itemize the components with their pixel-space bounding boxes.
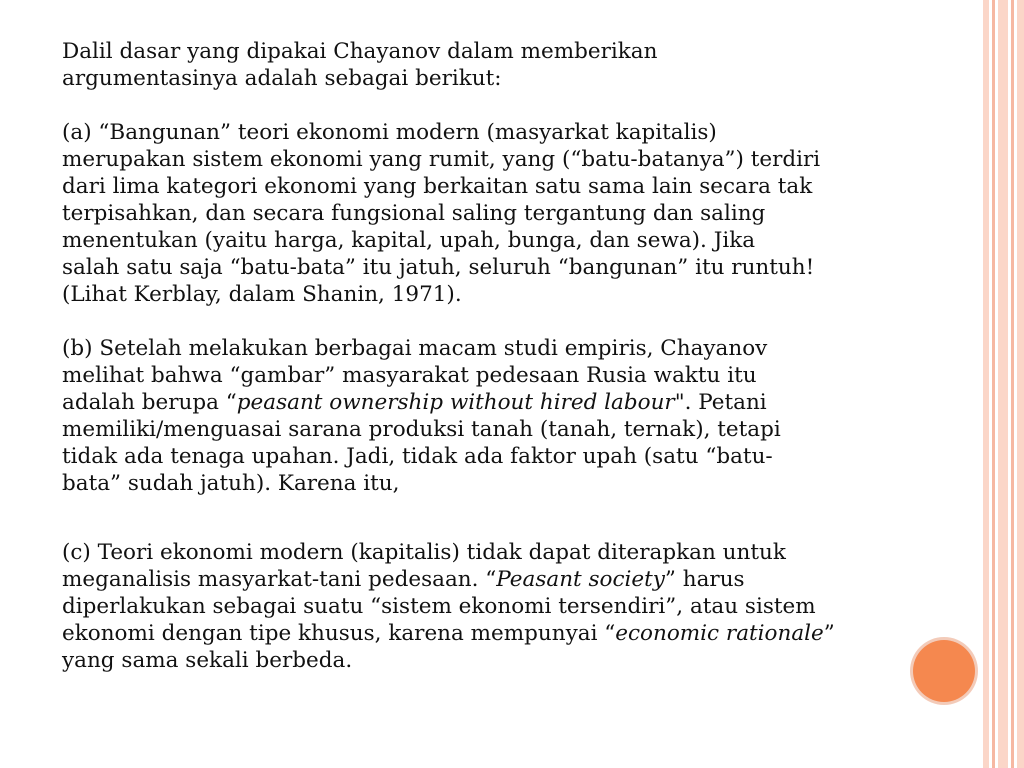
decor-stripe (992, 0, 995, 768)
paragraph-c (62, 539, 982, 674)
italic-term: economic rationale (615, 621, 824, 646)
decor-stripe (983, 0, 989, 768)
text-run: adalah berupa “ (62, 390, 237, 415)
text-line: argumentasinya adalah sebagai berikut: (62, 66, 502, 91)
paragraph-intro (62, 38, 982, 92)
text-line: menentukan (yaitu harga, kapital, upah, bunga, dan sewa). Jika (62, 228, 756, 253)
text-line: tidak ada tenaga upahan. Jadi, tidak ada faktor upah (satu “batu- (62, 444, 773, 469)
text-line: bata” sudah jatuh). Karena itu, (62, 471, 400, 496)
italic-term: Peasant society (496, 567, 665, 592)
text-line: Dalil dasar yang dipakai Chayanov dalam memberikan (62, 39, 658, 64)
paragraph-a (62, 119, 982, 308)
text-run: ekonomi dengan tipe khusus, karena mempunyai “ (62, 621, 616, 646)
text-line: merupakan sistem ekonomi yang rumit, yang (“batu-batanya”) terdiri (62, 147, 821, 172)
text-run: meganalisis masyarkat-tani pedesaan. “ (62, 567, 497, 592)
text-line: dari lima kategori ekonomi yang berkaitan satu sama lain secara tak (62, 174, 813, 199)
paragraph-b (62, 335, 982, 497)
text-line: diperlakukan sebagai suatu “sistem ekonomi tersendiri”, atau sistem (62, 594, 816, 619)
text-run: ". Petani (674, 390, 767, 415)
decor-stripe (1017, 0, 1024, 768)
text-line: melihat bahwa “gambar” masyarakat pedesaan Rusia waktu itu (62, 363, 757, 388)
text-line: salah satu saja “batu-bata” itu jatuh, seluruh “bangunan” itu runtuh! (62, 255, 815, 280)
text-line: (b) Setelah melakukan berbagai macam studi empiris, Chayanov (62, 336, 768, 361)
decor-stripe (1011, 0, 1014, 768)
decor-stripe (998, 0, 1008, 768)
text-line (62, 566, 982, 593)
text-line (62, 620, 982, 647)
italic-term: peasant ownership without hired labour (236, 390, 675, 415)
text-line: (Lihat Kerblay, dalam Shanin, 1971). (62, 282, 462, 307)
text-line: yang sama sekali berbeda. (62, 648, 353, 673)
text-run: ” harus (664, 567, 745, 592)
text-line: (c) Teori ekonomi modern (kapitalis) tidak dapat diterapkan untuk (62, 540, 786, 565)
text-line: terpisahkan, dan secara fungsional saling tergantung dan saling (62, 201, 766, 226)
text-line: memiliki/menguasai sarana produksi tanah (tanah, ternak), tetapi (62, 417, 781, 442)
text-line: (a) “Bangunan” teori ekonomi modern (masyarkat kapitalis) (62, 120, 717, 145)
slide-body (62, 38, 982, 674)
text-line (62, 389, 982, 416)
text-run: ” (823, 621, 835, 646)
